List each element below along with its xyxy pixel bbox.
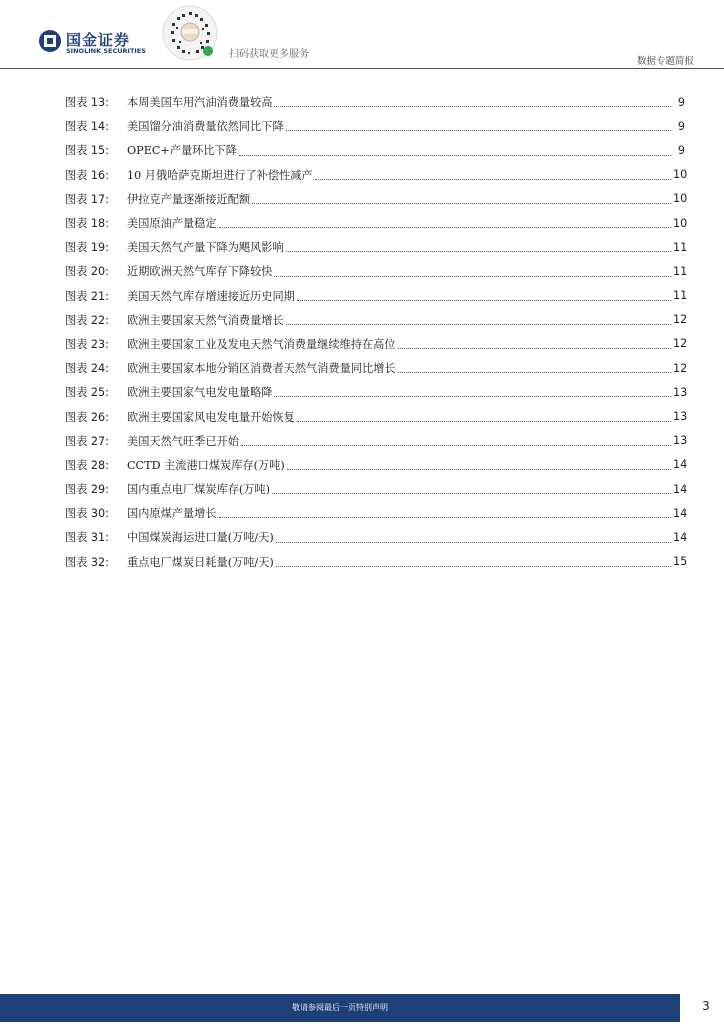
toc-entry[interactable] bbox=[65, 308, 688, 332]
brand-name-cn: 国金证券 bbox=[66, 31, 131, 49]
toc-entry-label: 图表 32: bbox=[65, 555, 109, 569]
toc-entry-title: 近期欧洲天然气库存下降较快 bbox=[127, 265, 273, 279]
brand-name-en: SINOLINK SECURITIES bbox=[66, 47, 146, 55]
qr-code-icon bbox=[162, 5, 218, 61]
toc-entry-page: 12 bbox=[673, 361, 688, 375]
dot-leader bbox=[274, 395, 671, 397]
dot-leader bbox=[286, 129, 671, 131]
toc-entry[interactable] bbox=[65, 138, 685, 162]
toc-entry-label: 图表 27: bbox=[65, 434, 109, 448]
toc-entry-page: 14 bbox=[673, 530, 688, 544]
toc-entry[interactable] bbox=[65, 525, 688, 549]
dot-leader bbox=[219, 516, 671, 518]
toc-entry-title: 重点电厂煤炭日耗量(万吨/天) bbox=[127, 555, 274, 569]
dot-leader bbox=[272, 492, 671, 494]
toc-entry-title: 美国天然气旺季已开始 bbox=[127, 434, 239, 448]
toc-entry[interactable] bbox=[65, 550, 688, 574]
toc-entry-page: 13 bbox=[673, 434, 688, 448]
dot-leader bbox=[276, 565, 671, 567]
toc-entry-title: 欧洲主要国家气电发电量略降 bbox=[127, 386, 273, 400]
toc-entry[interactable] bbox=[65, 356, 688, 380]
qr-caption: 扫码获取更多服务 bbox=[229, 49, 309, 60]
figure-list bbox=[65, 90, 688, 574]
toc-entry-title: 欧洲主要国家本地分销区消费者天然气消费量同比增长 bbox=[127, 362, 396, 376]
dot-leader bbox=[276, 541, 671, 543]
toc-entry[interactable] bbox=[65, 235, 688, 259]
toc-entry-page: 10 bbox=[673, 192, 688, 206]
toc-entry-label: 图表 20: bbox=[65, 265, 109, 279]
dot-leader bbox=[297, 299, 671, 301]
toc-entry-page: 9 bbox=[677, 119, 685, 133]
toc-entry-page: 12 bbox=[673, 337, 688, 351]
toc-entry-label: 图表 23: bbox=[65, 337, 109, 351]
toc-entry-label: 图表 13: bbox=[65, 96, 109, 110]
toc-entry-label: 图表 26: bbox=[65, 410, 109, 424]
toc-entry-title: 美国天然气产量下降为飓风影响 bbox=[127, 241, 284, 255]
dot-leader bbox=[315, 178, 671, 180]
toc-entry-title: 伊拉克产量逐渐接近配额 bbox=[127, 192, 251, 206]
toc-entry-title: 美国原油产量稳定 bbox=[127, 217, 217, 231]
toc-entry-label: 图表 19: bbox=[65, 241, 109, 255]
toc-entry[interactable] bbox=[65, 404, 688, 428]
toc-entry-page: 12 bbox=[673, 313, 688, 327]
toc-entry-title: OPEC+产量环比下降 bbox=[127, 144, 237, 158]
dot-leader bbox=[297, 420, 671, 422]
toc-entry-title: 欧洲主要国家风电发电量开始恢复 bbox=[127, 410, 295, 424]
toc-entry-title: 美国馏分油消费量依然同比下降 bbox=[127, 120, 284, 134]
toc-entry-label: 图表 16: bbox=[65, 168, 109, 182]
toc-entry[interactable] bbox=[65, 114, 685, 138]
page-number: 3 bbox=[702, 999, 710, 1013]
toc-entry-page: 11 bbox=[673, 289, 688, 303]
toc-entry[interactable] bbox=[65, 332, 688, 356]
toc-entry-page: 14 bbox=[673, 506, 688, 520]
toc-entry[interactable] bbox=[65, 211, 688, 235]
toc-entry-label: 图表 28: bbox=[65, 458, 109, 472]
dot-leader bbox=[286, 250, 671, 252]
toc-entry-page: 13 bbox=[673, 410, 688, 424]
toc-entry-label: 图表 17: bbox=[65, 192, 109, 206]
toc-entry-label: 图表 21: bbox=[65, 289, 109, 303]
toc-entry-title: 10 月俄哈萨克斯坦进行了补偿性减产 bbox=[127, 168, 313, 182]
dot-leader bbox=[239, 154, 671, 156]
toc-entry-label: 图表 30: bbox=[65, 507, 109, 521]
toc-entry-title: 欧洲主要国家天然气消费量增长 bbox=[127, 313, 284, 327]
brand-mark-icon bbox=[38, 29, 62, 53]
toc-entry-title: 本周美国车用汽油消费量较高 bbox=[127, 96, 273, 110]
toc-entry[interactable] bbox=[65, 453, 688, 477]
header-divider bbox=[0, 68, 724, 69]
brand-logo bbox=[38, 28, 148, 56]
dot-leader bbox=[252, 202, 671, 204]
dot-leader bbox=[287, 468, 671, 470]
report-type-label: 数据专题简报 bbox=[636, 56, 694, 67]
toc-entry-label: 图表 22: bbox=[65, 313, 109, 327]
toc-entry-page: 10 bbox=[673, 168, 688, 182]
toc-entry-label: 图表 14: bbox=[65, 120, 109, 134]
toc-entry-title: 欧洲主要国家工业及发电天然气消费量继续维持在高位 bbox=[127, 337, 396, 351]
toc-entry-label: 图表 29: bbox=[65, 483, 109, 497]
toc-entry[interactable] bbox=[65, 501, 688, 525]
toc-entry[interactable] bbox=[65, 163, 688, 187]
toc-entry-page: 11 bbox=[673, 264, 688, 278]
dot-leader bbox=[398, 371, 671, 373]
dot-leader bbox=[274, 275, 671, 277]
toc-entry-label: 图表 18: bbox=[65, 217, 109, 231]
toc-entry-page: 14 bbox=[673, 482, 688, 496]
toc-entry-page: 9 bbox=[677, 95, 685, 109]
toc-entry-page: 13 bbox=[673, 385, 688, 399]
toc-entry-title: 国内原煤产量增长 bbox=[127, 507, 217, 521]
toc-entry-title: 美国天然气库存增速接近历史同期 bbox=[127, 289, 295, 303]
toc-entry-label: 图表 15: bbox=[65, 144, 109, 158]
toc-entry-page: 11 bbox=[673, 240, 688, 254]
dot-leader bbox=[241, 444, 671, 446]
toc-entry[interactable] bbox=[65, 429, 688, 453]
toc-entry-label: 图表 31: bbox=[65, 531, 109, 545]
dot-leader bbox=[274, 105, 671, 107]
toc-entry-page: 10 bbox=[673, 216, 688, 230]
toc-entry[interactable] bbox=[65, 380, 688, 404]
toc-entry-title: CCTD 主流港口煤炭库存(万吨) bbox=[127, 458, 285, 472]
toc-entry-title: 中国煤炭海运进口量(万吨/天) bbox=[127, 531, 274, 545]
toc-entry-label: 图表 24: bbox=[65, 362, 109, 376]
toc-entry[interactable] bbox=[65, 284, 688, 308]
toc-entry-title: 国内重点电厂煤炭库存(万吨) bbox=[127, 483, 270, 497]
toc-entry-label: 图表 25: bbox=[65, 386, 109, 400]
toc-entry-page: 14 bbox=[673, 458, 688, 472]
toc-entry[interactable] bbox=[65, 477, 688, 501]
dot-leader bbox=[286, 323, 671, 325]
footer-disclaimer: 敬请参阅最后一页特别声明 bbox=[292, 1003, 388, 1012]
dot-leader bbox=[219, 226, 671, 228]
toc-entry[interactable] bbox=[65, 90, 685, 114]
toc-entry[interactable] bbox=[65, 259, 688, 283]
toc-entry[interactable] bbox=[65, 187, 688, 211]
toc-entry-page: 9 bbox=[677, 143, 685, 157]
dot-leader bbox=[398, 347, 671, 349]
toc-entry-page: 15 bbox=[673, 555, 688, 569]
